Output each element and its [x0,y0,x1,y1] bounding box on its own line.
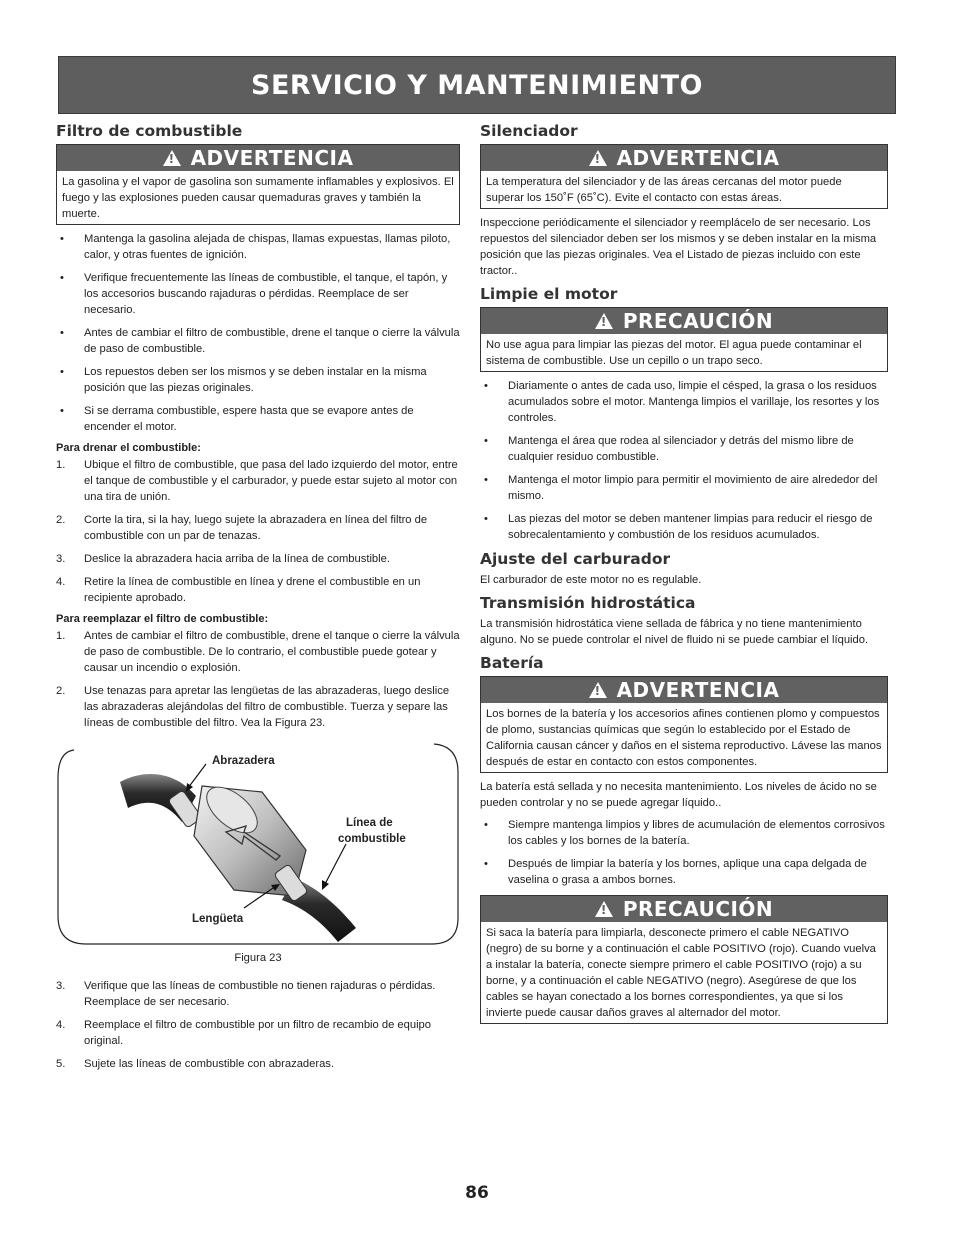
clean-engine-heading: Limpie el motor [480,285,618,303]
caution-header [481,896,887,922]
carburetor-text: El carburador de este motor no es regulable. [480,574,702,586]
warning-label: ADVERTENCIA [616,146,780,170]
list-item: • Verifique frecuentemente las líneas de combustible, el tanque, el tapón, y los accesorios buscando rajaduras o pérdidas. Reemplace de ser necesario. [56,270,460,318]
list-item: • Diariamente o antes de cada uso, limpie el césped, la grasa o los residuos acumulados sobre el motor. Mantenga limpios el varillaje, los resortes y los controles. [480,378,888,426]
list-item: • Los repuestos deben ser los mismos y se deben instalar en la misma posición que las piezas originales. [56,364,460,396]
battery-caution-box [480,895,888,1024]
replace-filter-subheading: Para reemplazar el filtro de combustible: [56,613,269,625]
list-item: 5. Sujete las líneas de combustible con abrazaderas. [56,1058,335,1070]
warning-triangle-icon [163,150,181,166]
caution-label: PRECAUCIÓN [622,897,774,921]
warning-header [481,145,887,171]
list-item: • Las piezas del motor se deben mantener limpias para reducir el riesgo de sobrecalentamiento y combustión de los residuos acumulados. [480,511,888,543]
fuel-warning-box [56,144,460,225]
list-item: 2. Corte la tira, si la hay, luego sujete la abrazadera en línea del filtro de combustible con un par de tenazas. [56,514,428,542]
warning-triangle-icon [595,313,613,329]
battery-heading: Batería [480,654,544,672]
list-item: 3. Verifique que las líneas de combustible no tienen rajaduras o pérdidas. Reemplace de ser necesario. [56,980,436,1008]
drain-steps-list [56,457,460,606]
list-item: • Después de limpiar la batería y los bornes, aplique una capa delgada de vaselina o grasa a ambos bornes. [480,856,888,888]
list-item: • Mantenga el motor limpio para permitir el movimiento de aire alrededor del mismo. [480,472,888,504]
clean-engine-list [480,378,888,543]
fuel-filter-heading: Filtro de combustible [56,122,243,140]
final-steps-list [56,978,460,1072]
section-title: SERVICIO Y MANTENIMIENTO [251,69,703,101]
caution-header [481,308,887,334]
list-item: 2. Use tenazas para apretar las lengüetas de las abrazaderas, luego deslice las abrazaderas alejándolas del filtro de combustible. Tuerza y separe las líneas de combustible del filtro. Vea la Figura 23. [56,685,450,729]
replace-steps-list [56,628,460,731]
caution-text: Si saca la batería para limpiarla, desconecte primero el cable NEGATIVO (negro) de su borne y a continuación el cable POSITIVO (rojo). Cuando vuelva a instalar la batería, conecte siempre primero el cable POSITIVO (rojo) a su borne, y a continuación el cable NEGATIVO (negro). Asegúrese de que los cables se hayan conectado a los bornes correspondientes, ya que si los invierte puede causar daños graves al alternador del motor. [486,927,876,1019]
list-item: 4. Retire la línea de combustible en línea y drene el combustible en un recipiente aprobado. [56,576,421,604]
page-number: 86 [465,1183,489,1203]
list-item: • Antes de cambiar el filtro de combustible, drene el tanque o cierre la válvula de paso de combustible. [56,325,460,357]
list-item: 1. Ubique el filtro de combustible, que pasa del lado izquierdo del motor, entre el tanque de combustible y el carburador, y puede estar sujeto al motor con una tira de unión. [56,459,458,503]
warning-text: La gasolina y el vapor de gasolina son sumamente inflamables y explosivos. El fuego y las explosiones pueden causar quemaduras graves y también la muerte. [62,176,454,220]
battery-text: La batería está sellada y no necesita mantenimiento. Los niveles de ácido no se pueden controlar y no se puede agregar líquido.. [480,781,877,809]
right-column [480,122,888,1030]
figure-caption: Figura 23 [234,952,282,964]
list-item: • Siempre mantenga limpios y libres de acumulación de elementos corrosivos los cables y los bornes de la batería. [480,817,888,849]
left-column [56,122,460,1079]
warning-label: ADVERTENCIA [190,146,354,170]
carburetor-heading: Ajuste del carburador [480,550,671,568]
transmission-text: La transmisión hidrostática viene sellada de fábrica y no tiene mantenimiento alguno. No se puede controlar el nivel de fluido ni se puede cambiar el líquido. [480,618,869,646]
caution-label: PRECAUCIÓN [622,309,774,333]
caution-text: No use agua para limpiar las piezas del motor. El agua puede contaminar el sistema de combustible. Use un cepillo o un trapo seco. [486,339,862,367]
fuel-line-label-2: combustible [338,833,406,845]
fuel-safety-list [56,231,460,435]
transmission-heading: Transmisión hidrostática [480,594,696,612]
warning-text: Los bornes de la batería y los accesorios afines contienen plomo y compuestos de plomo, sustancias químicas que según lo establecido por el Estado de California causan cáncer y daños en el sistema reproductivo. Lávese las manos después de estar en contacto con estos componentes. [486,708,882,768]
warning-label: ADVERTENCIA [616,678,780,702]
tab-label: Lengüeta [192,913,244,925]
muffler-text: Inspeccione periódicamente el silenciador y reemplácelo de ser necesario. Los repuestos del silenciador deben ser los mismos y se deben instalar en la misma posición que las piezas originales. Vea el Listado de piezas incluido con este tractor.. [480,217,877,277]
list-item: • Mantenga el área que rodea al silenciador y detrás del mismo libre de cualquier residuo combustible. [480,433,888,465]
battery-warning-box [480,676,888,773]
fuel-line-label-1: Línea de [346,817,393,829]
warning-text: La temperatura del silenciador y de las áreas cercanas del motor puede superar los 150˚F (65˚C). Evite el contacto con estas áreas. [486,176,842,204]
list-item: 4. Reemplace el filtro de combustible por un filtro de recambio de equipo original. [56,1019,432,1047]
warning-triangle-icon [589,150,607,166]
battery-list [480,817,888,888]
fuel-filter-figure [56,738,460,948]
muffler-heading: Silenciador [480,122,578,140]
drain-fuel-subheading: Para drenar el combustible: [56,442,201,454]
section-banner [58,56,896,114]
list-item: • Si se derrama combustible, espere hasta que se evapore antes de encender el motor. [56,403,460,435]
fuel-filter-illustration [56,738,460,948]
warning-header [57,145,459,171]
warning-header [481,677,887,703]
muffler-warning-box [480,144,888,209]
clamp-label: Abrazadera [212,755,275,767]
list-item: • Mantenga la gasolina alejada de chispas, llamas expuestas, llamas piloto, calor, y otras fuentes de ignición. [56,231,460,263]
warning-triangle-icon [595,901,613,917]
list-item: 1. Antes de cambiar el filtro de combustible, drene el tanque o cierre la válvula de paso de combustible. De lo contrario, el combustible puede gotear y causar un incendio o explosión. [56,630,460,674]
warning-triangle-icon [589,682,607,698]
clean-caution-box [480,307,888,372]
list-item: 3. Deslice la abrazadera hacia arriba de la línea de combustible. [56,553,390,565]
